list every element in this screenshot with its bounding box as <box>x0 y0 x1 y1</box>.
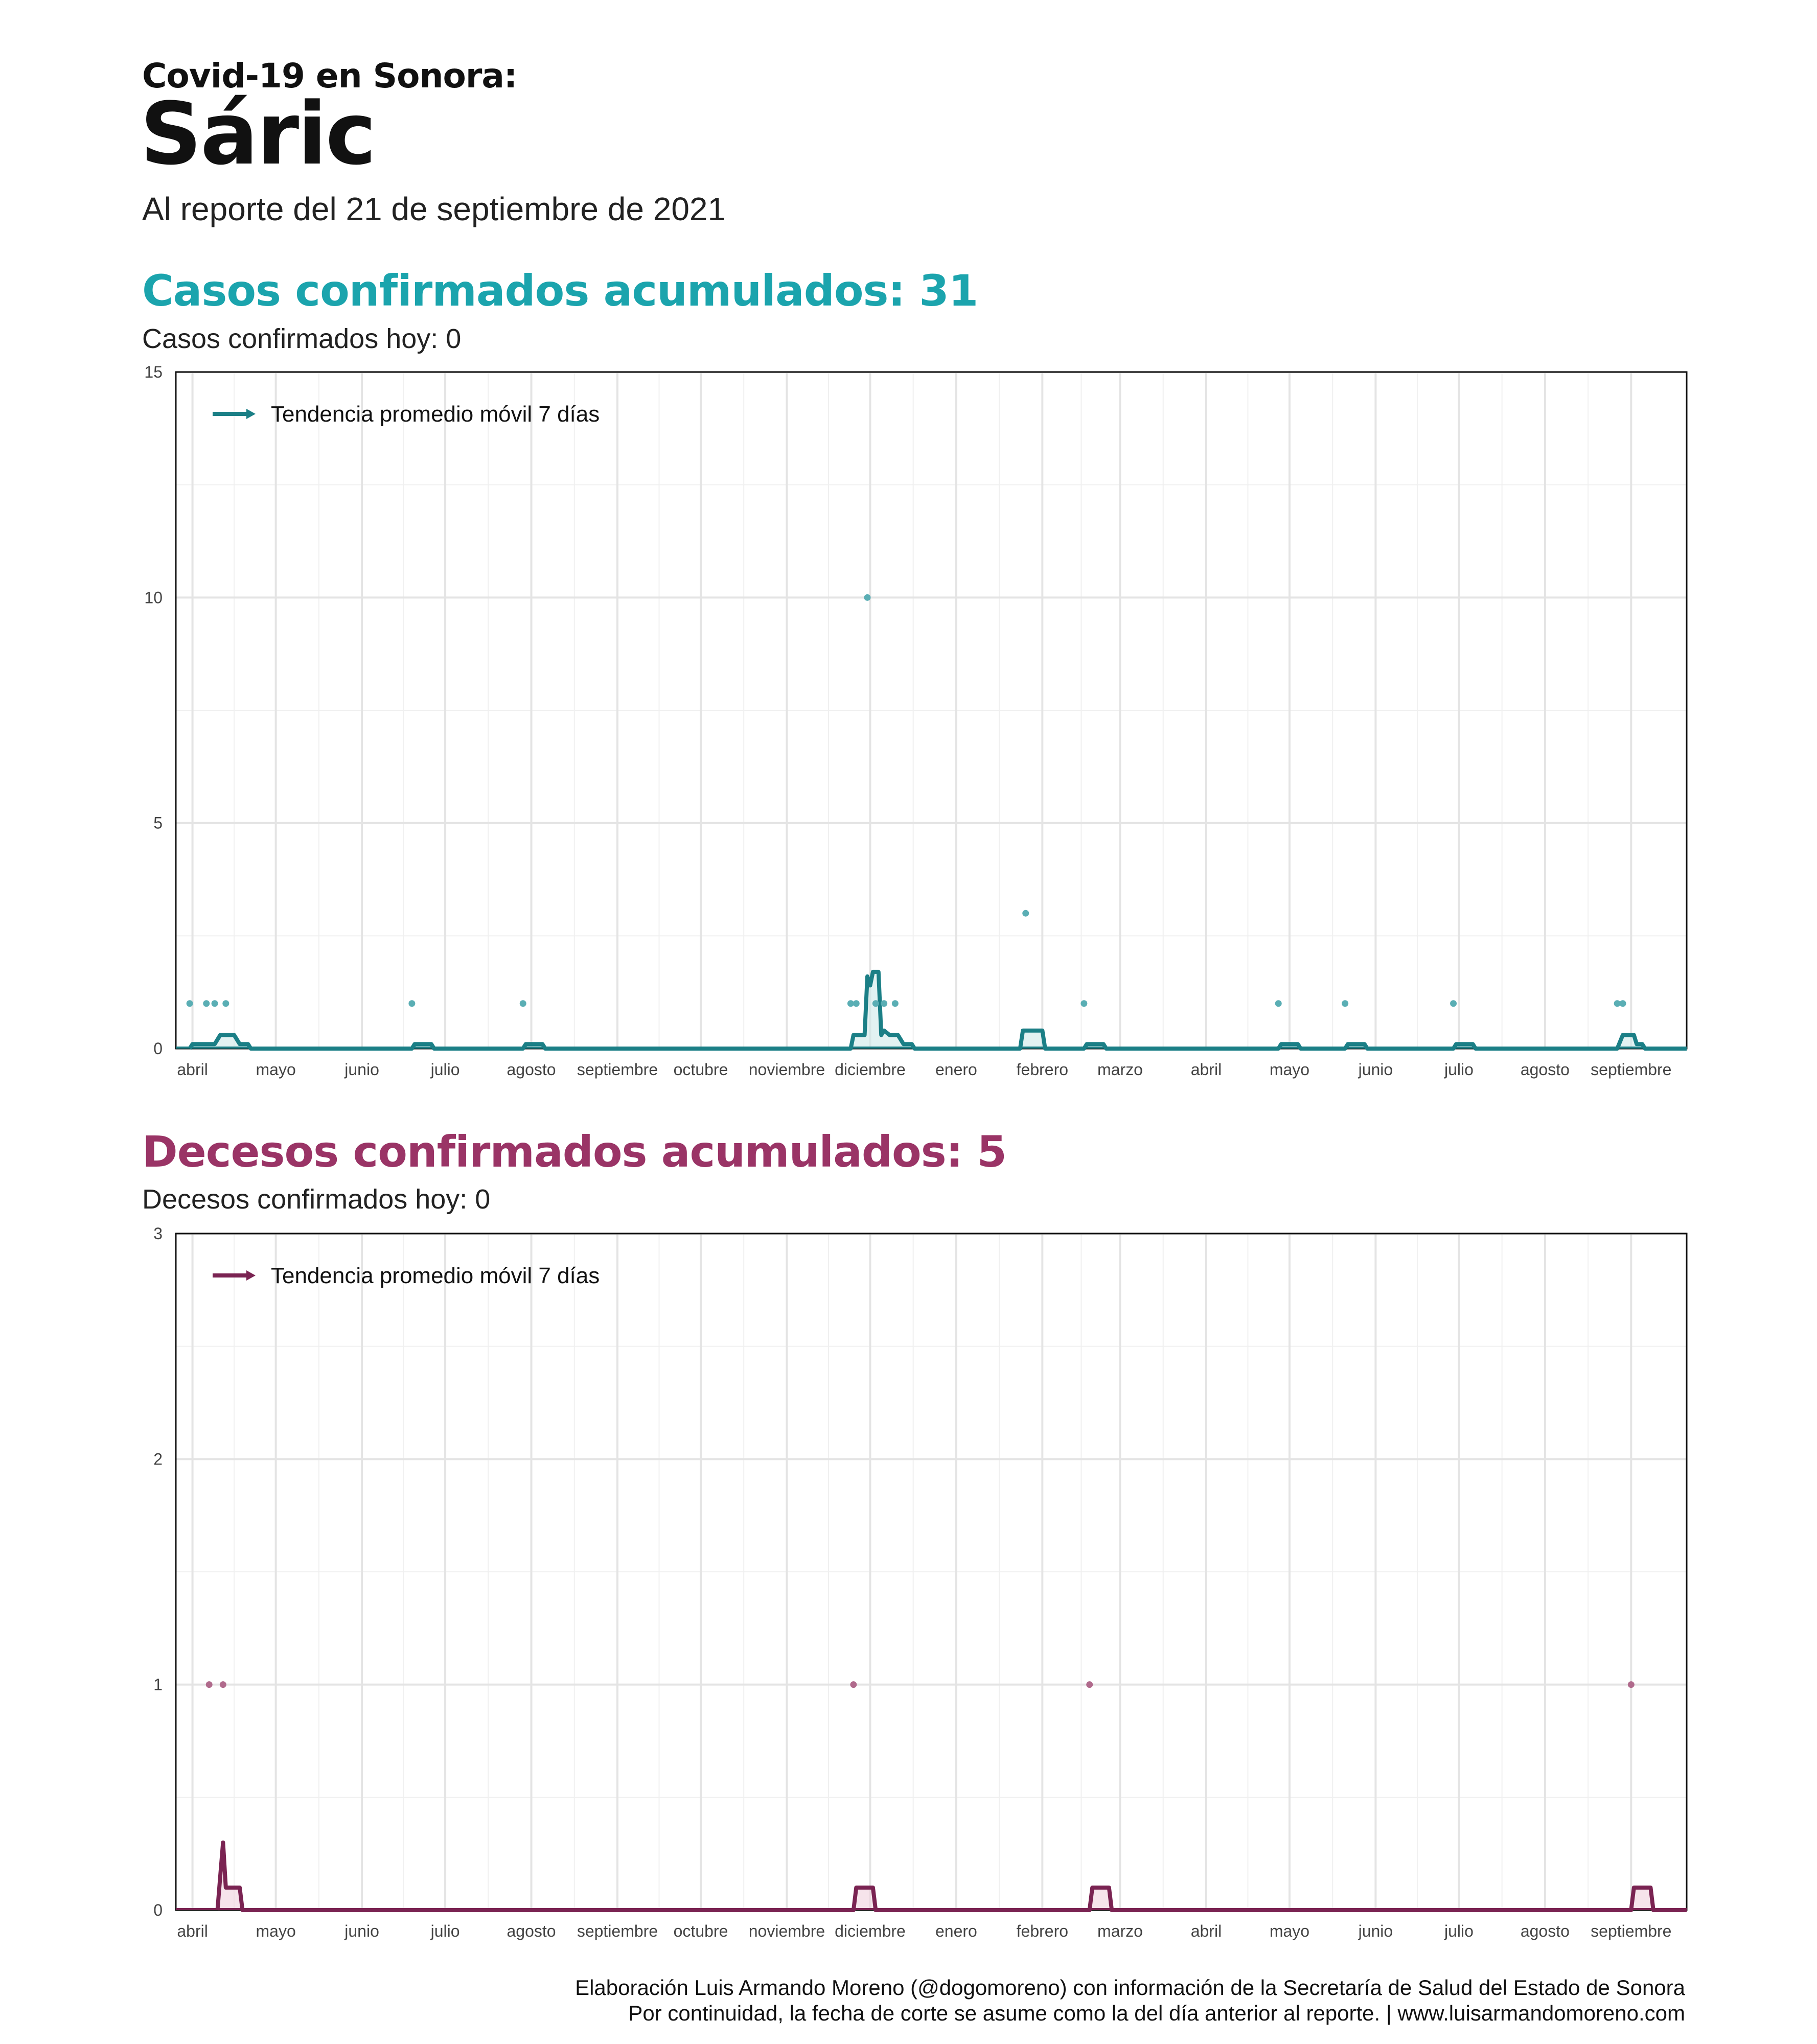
data-point <box>203 1000 210 1007</box>
trend-area <box>218 1843 1687 1910</box>
x-tick-label: julio <box>430 1922 460 1940</box>
data-point <box>1275 1000 1282 1007</box>
x-tick-label: julio <box>1444 1922 1474 1940</box>
x-tick-label: septiembre <box>577 1922 658 1940</box>
x-tick-label: febrero <box>1016 1060 1069 1079</box>
trend-area <box>190 972 1687 1049</box>
x-tick-label: diciembre <box>835 1060 906 1079</box>
x-tick-label: septiembre <box>1591 1922 1672 1940</box>
x-tick-label: enero <box>935 1060 977 1079</box>
deaths-chart <box>0 1219 1817 1960</box>
footer-credit: Elaboración Luis Armando Moreno (@dogomoreno) con información de la Secretaría de Salud del Estado de Sonora <box>575 1976 1685 2000</box>
x-tick-label: agosto <box>507 1922 556 1940</box>
x-tick-label: octubre <box>673 1060 728 1079</box>
deaths-subtitle: Decesos confirmados hoy: 0 <box>142 1184 491 1215</box>
y-tick-label: 0 <box>153 1039 163 1058</box>
data-point <box>864 594 871 601</box>
page-title: Sáric <box>140 84 375 184</box>
x-tick-label: mayo <box>256 1060 296 1079</box>
x-tick-label: julio <box>430 1060 460 1079</box>
x-tick-label: abril <box>1190 1922 1222 1940</box>
x-tick-label: mayo <box>256 1922 296 1940</box>
data-point <box>520 1000 526 1007</box>
x-tick-label: febrero <box>1016 1922 1069 1940</box>
data-point <box>206 1681 213 1688</box>
data-point <box>1620 1000 1626 1007</box>
page-supertitle: Covid-19 en Sonora: <box>142 56 517 96</box>
footer-note: Por continuidad, la fecha de corte se asume como la del día anterior al reporte. | www.luisarmandomoreno.com <box>628 2001 1685 2025</box>
cases-title: Casos confirmados acumulados: 31 <box>142 266 978 316</box>
data-point <box>881 1000 887 1007</box>
trend-line <box>190 972 1687 1049</box>
y-tick-label: 10 <box>144 588 163 607</box>
x-tick-label: septiembre <box>1591 1060 1672 1079</box>
y-tick-label: 5 <box>153 814 163 832</box>
x-tick-label: marzo <box>1097 1060 1143 1079</box>
x-tick-label: marzo <box>1097 1922 1143 1940</box>
data-point <box>850 1681 857 1688</box>
data-point <box>1450 1000 1457 1007</box>
cases-chart <box>0 358 1817 1099</box>
data-point <box>1628 1681 1635 1688</box>
trend-line <box>218 1843 1687 1910</box>
x-tick-label: abril <box>177 1060 208 1079</box>
x-tick-label: junio <box>344 1060 379 1079</box>
legend-label: Tendencia promedio móvil 7 días <box>271 1263 600 1288</box>
x-tick-label: agosto <box>1520 1922 1570 1940</box>
x-tick-label: mayo <box>1269 1922 1310 1940</box>
data-point <box>853 1000 860 1007</box>
data-point <box>1342 1000 1348 1007</box>
y-tick-label: 2 <box>153 1450 163 1469</box>
x-tick-label: septiembre <box>577 1060 658 1079</box>
x-tick-label: julio <box>1444 1060 1474 1079</box>
y-tick-label: 3 <box>153 1224 163 1243</box>
data-point <box>220 1681 226 1688</box>
data-point <box>212 1000 218 1007</box>
x-tick-label: enero <box>935 1922 977 1940</box>
y-tick-label: 0 <box>153 1901 163 1919</box>
y-tick-label: 15 <box>144 363 163 381</box>
x-tick-label: abril <box>177 1922 208 1940</box>
legend-arrow-icon <box>246 409 256 419</box>
data-point <box>1086 1681 1093 1688</box>
data-point <box>1022 910 1029 917</box>
data-point <box>222 1000 229 1007</box>
x-tick-label: mayo <box>1269 1060 1310 1079</box>
data-point <box>187 1000 193 1007</box>
data-point <box>408 1000 415 1007</box>
x-tick-label: abril <box>1190 1060 1222 1079</box>
y-tick-label: 1 <box>153 1675 163 1694</box>
x-tick-label: diciembre <box>835 1922 906 1940</box>
x-tick-label: noviembre <box>748 1060 825 1079</box>
page-subtitle: Al reporte del 21 de septiembre de 2021 <box>142 191 726 227</box>
legend-label: Tendencia promedio móvil 7 días <box>271 402 600 427</box>
legend-arrow-icon <box>246 1270 256 1281</box>
x-tick-label: octubre <box>673 1922 728 1940</box>
x-tick-label: junio <box>1358 1060 1393 1079</box>
x-tick-label: junio <box>1358 1922 1393 1940</box>
x-tick-label: noviembre <box>748 1922 825 1940</box>
data-point <box>872 1000 879 1007</box>
cases-subtitle: Casos confirmados hoy: 0 <box>142 323 462 354</box>
deaths-title: Decesos confirmados acumulados: 5 <box>142 1127 1006 1177</box>
data-point <box>892 1000 899 1007</box>
data-point <box>1080 1000 1087 1007</box>
x-tick-label: junio <box>344 1922 379 1940</box>
x-tick-label: agosto <box>507 1060 556 1079</box>
x-tick-label: agosto <box>1520 1060 1570 1079</box>
